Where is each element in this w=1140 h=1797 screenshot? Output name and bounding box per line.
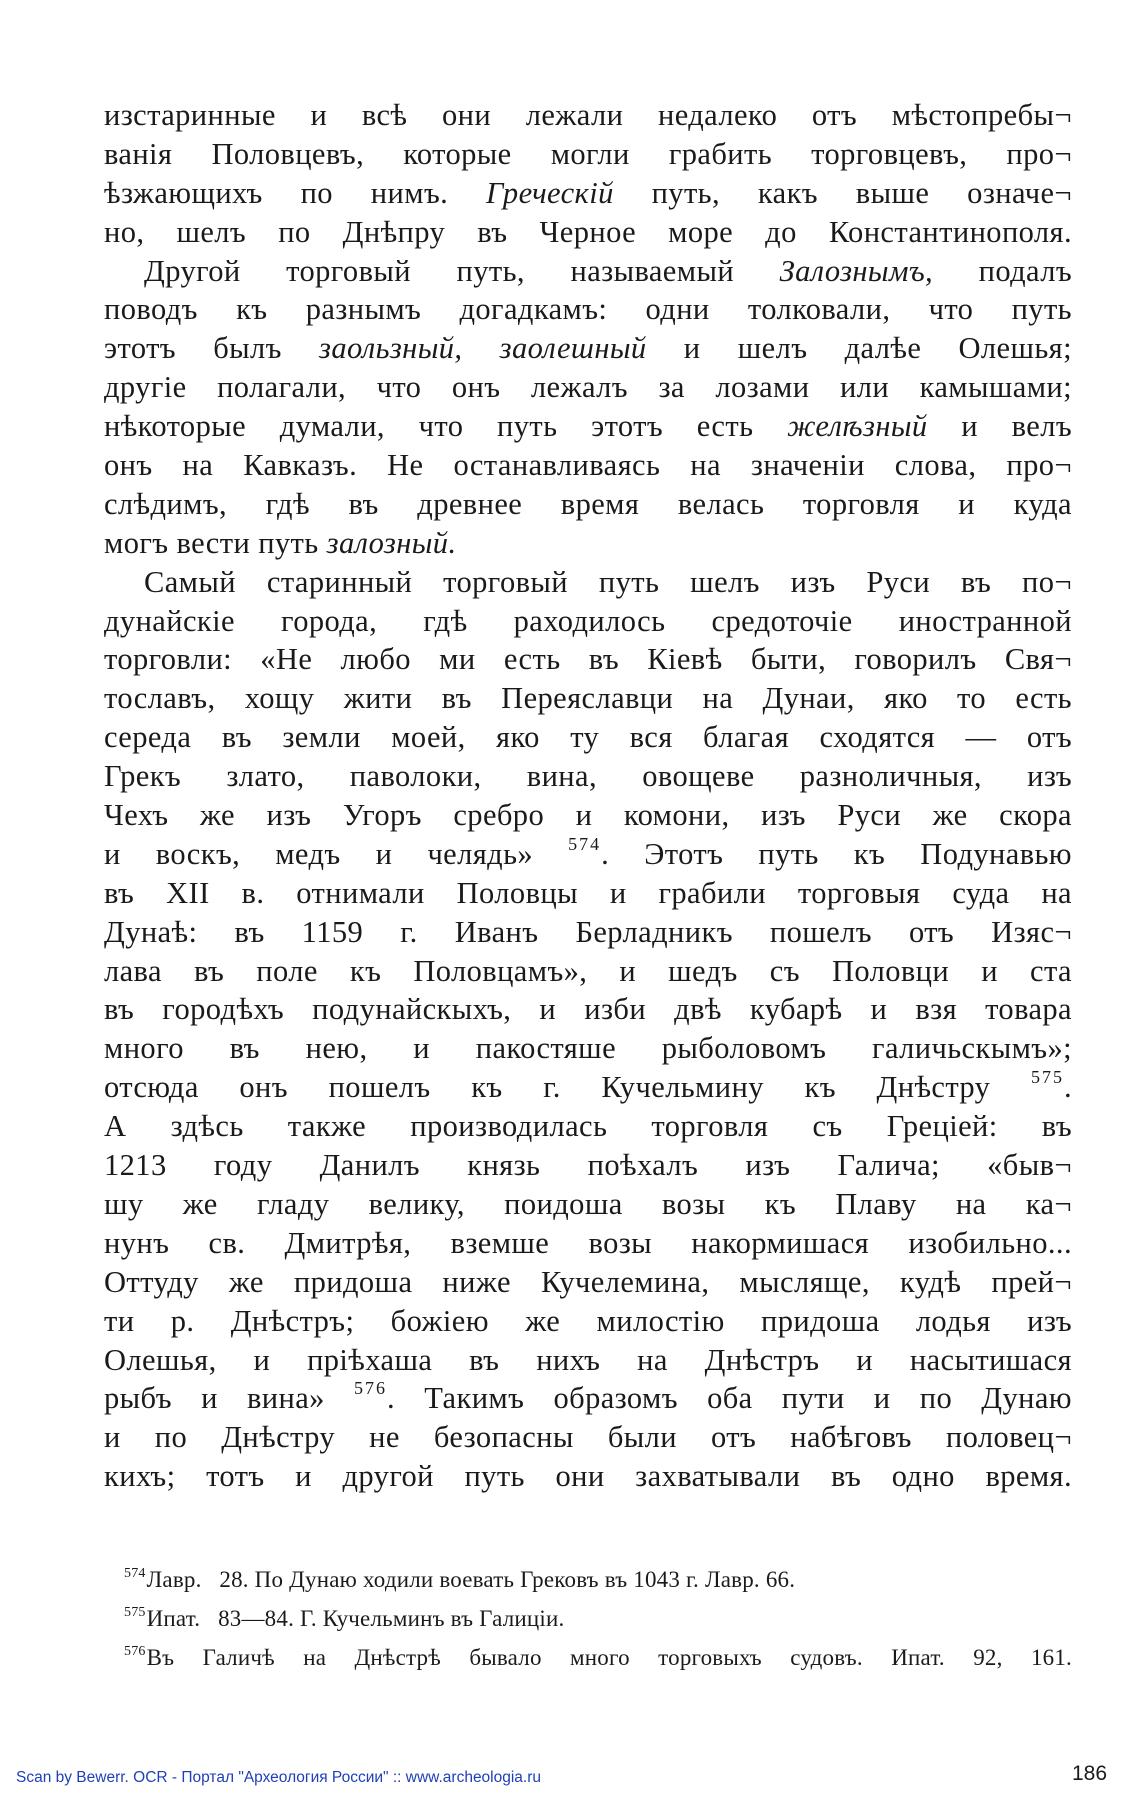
text-run: лава въ поле къ Половцамъ», и шедъ съ Половци и ста [104,953,1072,988]
text-run: . Этотъ путь къ Подунавью [601,836,1072,871]
text-run: торговли: «Не любо ми есть въ Кіевѣ быти, говорилъ Свя¬ [104,642,1072,677]
text-line [104,446,1072,485]
text-line [104,213,1072,252]
text-line [104,407,1072,446]
text-run: дунайскіе города, гдѣ раходилось средоточіе иностранной [104,603,1072,638]
text-run: поводъ къ разнымъ догадкамъ: одни толковали, что путь [104,292,1072,327]
text-line [104,952,1072,991]
text-run: середа въ земли моей, яко ту вся благая сходятся — отъ [104,720,1072,755]
text-run: отсюда онъ пошелъ къ г. Кучельмину къ Днѣстру [104,1070,1031,1105]
text-line [104,329,1072,368]
text-run: ѣзжающихъ по нимъ. [104,175,487,210]
text-line [104,990,1072,1029]
paragraph-first-line [104,252,1072,291]
text-run: нунъ св. Дмитрѣя, вземше возы накормишася изобильно... [104,1225,1072,1260]
scan-credit: Scan by Bewerr. OCR - Портал "Археология России" :: www.archeologia.ru [16,1769,542,1786]
italic-term: залозный. [326,525,457,560]
footnote-ref: 575 [1030,1067,1064,1088]
text-line [104,1224,1072,1263]
text-line [104,174,1072,213]
footnotes [124,1560,1072,1677]
text-line [104,913,1072,952]
footnote-number: 576 [124,1644,146,1659]
text-line [104,679,1072,718]
text-run: и шелъ далѣе Олешья; [646,331,1072,366]
text-run: А здѣсь также производилась торговля съ Греціей: въ [104,1109,1072,1144]
text-line [104,1146,1072,1185]
text-run: шу же гладу велику, поидоша возы къ Плаву на ка¬ [104,1186,1072,1221]
page-number: 186 [1072,1762,1108,1785]
footnote-number: 574 [124,1566,146,1581]
text-run: Олешья, и пріѣхаша въ нихъ на Днѣстръ и насытишася [104,1342,1072,1377]
text-run: Дунаѣ: въ 1159 г. Иванъ Берладникъ пошелъ отъ Изяс¬ [104,914,1072,949]
footnote-text: Лавр. 28. По Дунаю ходили воевать Грековъ въ 1043 г. Лавр. 66. [146,1567,796,1592]
text-line [104,135,1072,174]
text-run: . [1063,1070,1072,1105]
text-line [104,874,1072,913]
italic-term: Залознымъ, [779,253,934,288]
footnote-ref: 574 [568,833,602,854]
text-run: Другой торговый путь, называемый [144,253,780,288]
text-run: могъ вести путь [104,525,327,560]
text-line [104,368,1072,407]
text-line [104,524,1072,563]
text-run: ванія Половцевъ, которые могли грабить торговцевъ, про¬ [104,136,1072,171]
text-line [104,485,1072,524]
text-run: этотъ былъ [104,331,320,366]
text-line [104,1418,1072,1457]
text-run: и велъ [927,409,1073,444]
text-line [104,1029,1072,1068]
text-run: Самый старинный торговый путь шелъ изъ Руси въ по¬ [144,564,1072,599]
main-text [104,96,1072,1496]
text-line [104,1302,1072,1341]
italic-term: желѣзный [787,409,928,444]
text-line [104,757,1072,796]
footnote [124,1638,1072,1677]
text-run: путь, какъ выше означе¬ [613,175,1072,210]
text-line [104,96,1072,135]
italic-term: заользный, заолешный [319,331,647,366]
text-line [104,718,1072,757]
text-run: Грекъ злато, паволоки, вина, овощеве разноличныя, изъ [104,759,1072,794]
text-line [104,796,1072,835]
footnote [124,1560,1072,1599]
footnote-text: Въ Галичѣ на Днѣстрѣ бывало много торговыхъ судовъ. Ипат. 92, 161. [146,1645,1072,1670]
text-run: кихъ; тотъ и другой путь они захватывали въ одно время. [104,1459,1072,1494]
text-run: и по Днѣстру не безопасны были отъ набѣговъ половец¬ [104,1420,1072,1455]
text-line [104,1263,1072,1302]
text-line [104,1107,1072,1146]
text-run: много въ нею, и пакостяше рыболовомъ галичьскымъ»; [104,1031,1072,1066]
text-run: и воскъ, медъ и челядь» [104,836,569,871]
text-run: . Такимъ образомъ оба пути и по Дунаю [387,1381,1072,1416]
text-line [104,1068,1072,1107]
text-run: Чехъ же изъ Угоръ сребро и комони, изъ Руси же скора [104,798,1072,833]
footnote-text: Ипат. 83—84. Г. Кучельминъ въ Галиціи. [146,1606,565,1631]
text-line [104,640,1072,679]
text-line [104,1185,1072,1224]
text-line [104,602,1072,641]
text-run: онъ на Кавказъ. Не останавливаясь на значеніи слова, про¬ [104,448,1072,483]
text-run: слѣдимъ, гдѣ въ древнее время велась торговля и куда [104,486,1072,521]
text-line [104,1379,1072,1418]
text-run: нѣкоторые думали, что путь этотъ есть [104,409,788,444]
text-run: ти р. Днѣстръ; божіею же милостію придоша лодья изъ [104,1303,1072,1338]
text-run: Оттуду же придоша ниже Кучелемина, мысляще, кудѣ прей¬ [104,1264,1072,1299]
text-run: рыбъ и вина» [104,1381,355,1416]
text-line [104,1457,1072,1496]
text-line [104,290,1072,329]
footnote-number: 575 [124,1605,146,1620]
text-line [104,835,1072,874]
text-run: подалъ [933,253,1073,288]
text-run: въ XII в. отнимали Половцы и грабили торговыя суда на [104,875,1072,910]
text-line [104,1341,1072,1380]
paragraph-first-line [104,563,1072,602]
footnote [124,1599,1072,1638]
text-run: изстаринные и всѣ они лежали недалеко отъ мѣстопребы¬ [104,98,1072,132]
text-run: тославъ, хощу жити въ Переяславци на Дунаи, яко то есть [104,681,1072,716]
italic-term: Греческій [486,175,614,210]
text-run: другіе полагали, что онъ лежалъ за лозами или камышами; [104,370,1072,405]
text-run: но, шелъ по Днѣпру въ Черное море до Константинополя. [104,214,1072,249]
footnote-ref: 576 [354,1378,388,1399]
text-run: въ городѣхъ подунайскыхъ, и изби двѣ кубарѣ и взя товара [104,992,1072,1027]
text-run: 1213 году Данилъ князь поѣхалъ изъ Галича; «быв¬ [104,1148,1072,1183]
